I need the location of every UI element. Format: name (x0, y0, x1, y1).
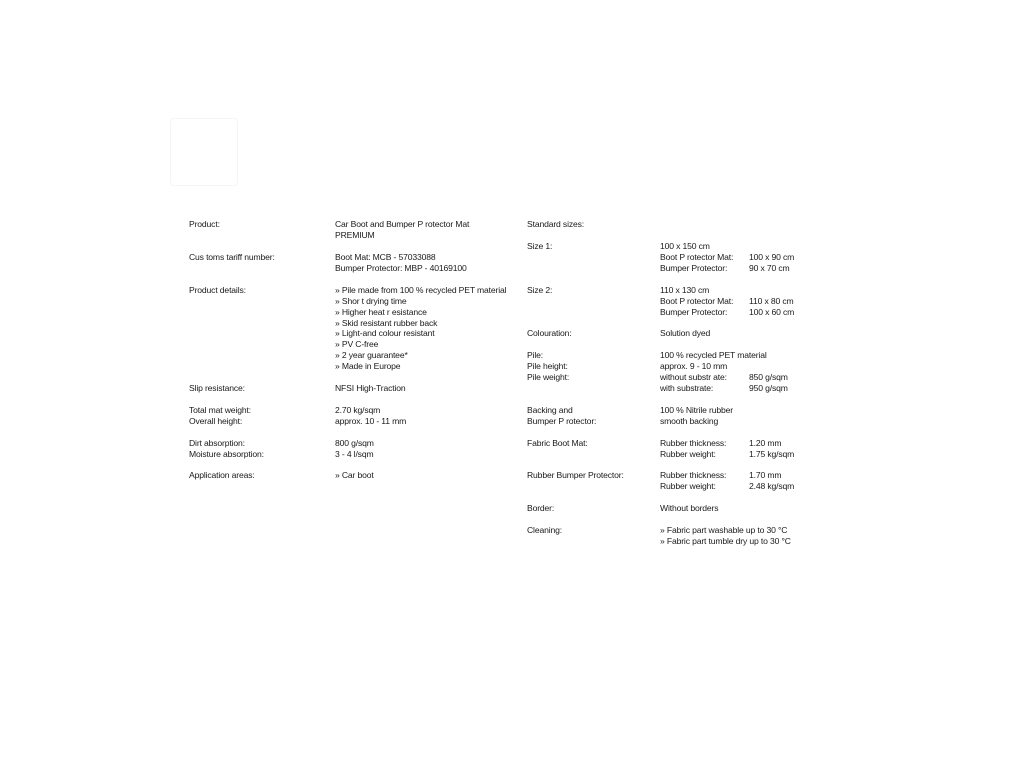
details-item: » Shor t drying time (335, 296, 407, 306)
rubber-sub2: Rubber weight: (660, 481, 716, 491)
details-item: » Skid resistant rubber back (335, 318, 438, 328)
size2-boot-value: 110 x 80 cm (749, 296, 794, 306)
standard-sizes-label: Standard sizes: (527, 219, 584, 229)
size1-boot-label: Boot P rotector Mat: (660, 252, 734, 262)
tariff-label: Cus toms tariff number: (189, 252, 275, 262)
pile-value: 100 % recycled PET material (660, 350, 767, 360)
border-value: Without borders (660, 503, 719, 513)
pile-height-label: Pile height: (527, 361, 568, 371)
fabric-sub1: Rubber thickness: (660, 438, 727, 448)
details-item: » Light-and colour resistant (335, 328, 435, 338)
moisture-label: Moisture absorption: (189, 449, 264, 459)
dirt-value: 800 g/sqm (335, 438, 374, 448)
pile-weight-sub1: without substr ate: (660, 372, 727, 382)
rubber-val2: 2.48 kg/sqm (749, 481, 795, 491)
colouration-label: Colouration: (527, 328, 572, 338)
backing-label-line1: Backing and (527, 405, 573, 415)
cleaning-value-line1: » Fabric part washable up to 30 °C (660, 525, 788, 535)
fabric-val2: 1.75 kg/sqm (749, 449, 795, 459)
areas-label: Application areas: (189, 470, 255, 480)
details-label: Product details: (189, 285, 246, 295)
slip-value: NFSI High-Traction (335, 383, 406, 393)
size2-label: Size 2: (527, 285, 553, 295)
pile-weight-val1: 850 g/sqm (749, 372, 788, 382)
size2-boot-label: Boot P rotector Mat: (660, 296, 734, 306)
weight-value: 2.70 kg/sqm (335, 405, 381, 415)
pile-label: Pile: (527, 350, 543, 360)
pile-weight-val2: 950 g/sqm (749, 383, 788, 393)
areas-value: » Car boot (335, 470, 374, 480)
size2-bumper-label: Bumper Protector: (660, 307, 728, 317)
dirt-label: Dirt absorption: (189, 438, 245, 448)
product-label: Product: (189, 219, 220, 229)
tariff-value-line2: Bumper Protector: MBP - 40169100 (335, 263, 467, 273)
rubber-sub1: Rubber thickness: (660, 470, 727, 480)
size1-label: Size 1: (527, 241, 553, 251)
size1-value: 100 x 150 cm (660, 241, 710, 251)
backing-value-line1: 100 % Nitrile rubber (660, 405, 733, 415)
fabric-val1: 1.20 mm (749, 438, 782, 448)
size1-boot-value: 100 x 90 cm (749, 252, 795, 262)
height-label: Overall height: (189, 416, 243, 426)
slip-label: Slip resistance: (189, 383, 245, 393)
colouration-value: Solution dyed (660, 328, 711, 338)
product-value-line1: Car Boot and Bumper P rotector Mat (335, 219, 470, 229)
details-item: » PV C-free (335, 339, 379, 349)
rubber-bumper-label: Rubber Bumper Protector: (527, 470, 624, 480)
size2-value: 110 x 130 cm (660, 285, 710, 295)
details-item: » Higher heat r esistance (335, 307, 427, 317)
details-item: » 2 year guarantee* (335, 350, 408, 360)
product-value-line2: PREMIUM (335, 230, 375, 240)
moisture-value: 3 - 4 l/sqm (335, 449, 374, 459)
backing-label-line2: Bumper P rotector: (527, 416, 597, 426)
details-item: » Pile made from 100 % recycled PET material (335, 285, 507, 295)
border-label: Border: (527, 503, 555, 513)
cleaning-value-line2: » Fabric part tumble dry up to 30 °C (660, 536, 791, 546)
details-item: » Made in Europe (335, 361, 401, 371)
backing-value-line2: smooth backing (660, 416, 719, 426)
cleaning-label: Cleaning: (527, 525, 562, 535)
tariff-value-line1: Boot Mat: MCB - 57033088 (335, 252, 436, 262)
pile-weight-sub2: with substrate: (660, 383, 714, 393)
fabric-sub2: Rubber weight: (660, 449, 716, 459)
faint-logo-mark (170, 118, 238, 186)
pile-weight-label: Pile weight: (527, 372, 570, 382)
size2-bumper-value: 100 x 60 cm (749, 307, 795, 317)
height-value: approx. 10 - 11 mm (335, 416, 407, 426)
pile-height-value: approx. 9 - 10 mm (660, 361, 728, 371)
fabric-boot-mat-label: Fabric Boot Mat: (527, 438, 588, 448)
size1-bumper-value: 90 x 70 cm (749, 263, 790, 273)
rubber-val1: 1.70 mm (749, 470, 782, 480)
weight-label: Total mat weight: (189, 405, 251, 415)
size1-bumper-label: Bumper Protector: (660, 263, 728, 273)
